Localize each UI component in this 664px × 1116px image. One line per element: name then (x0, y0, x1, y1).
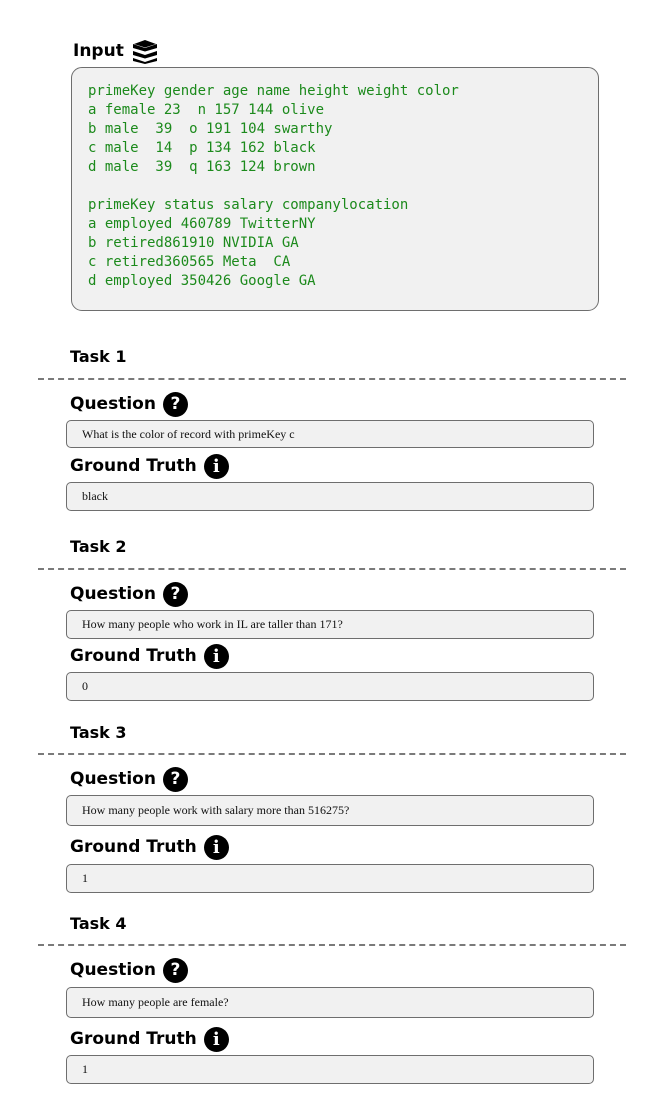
ground-truth-field: black (66, 482, 594, 511)
question-label-row (70, 391, 188, 417)
ground-truth-label: Ground Truth (70, 646, 197, 666)
info-icon: i (204, 1027, 229, 1052)
question-field: How many people are female? (66, 987, 594, 1018)
question-mark-icon: ? (163, 392, 188, 417)
question-label: Question (70, 769, 156, 789)
ground-truth-label-row (70, 834, 229, 860)
ground-truth-field: 1 (66, 864, 594, 893)
input-line: a employed 460789 TwitterNY (88, 216, 316, 232)
question-mark-icon: ? (163, 767, 188, 792)
ground-truth-label: Ground Truth (70, 456, 197, 476)
question-field: How many people who work in IL are taller than 171? (66, 610, 594, 639)
question-field: How many people work with salary more than 516275? (66, 795, 594, 826)
question-mark-icon: ? (163, 582, 188, 607)
input-line: b retired861910 NVIDIA GA (88, 235, 299, 251)
info-icon: i (204, 454, 229, 479)
input-line: primeKey status salary companylocation (88, 197, 409, 213)
input-line: c retired360565 Meta CA (88, 254, 291, 270)
ground-truth-field: 0 (66, 672, 594, 701)
task-title: Task 1 (70, 347, 127, 366)
question-field: What is the color of record with primeKey c (66, 420, 594, 448)
ground-truth-label-row (70, 643, 229, 669)
input-line: c male 14 p 134 162 black (88, 140, 316, 156)
info-icon: i (204, 835, 229, 860)
question-label: Question (70, 960, 156, 980)
question-mark-icon: ? (163, 958, 188, 983)
input-data-box (71, 67, 599, 311)
input-line: b male 39 o 191 104 swarthy (88, 121, 333, 137)
input-title: Input (73, 41, 124, 61)
ground-truth-label: Ground Truth (70, 837, 197, 857)
info-icon: i (204, 644, 229, 669)
input-line: d male 39 q 163 124 brown (88, 159, 316, 175)
ground-truth-label: Ground Truth (70, 1029, 197, 1049)
task-divider (38, 753, 626, 755)
question-label: Question (70, 584, 156, 604)
task-title: Task 4 (70, 914, 127, 933)
ground-truth-label-row (70, 453, 229, 479)
question-label-row (70, 766, 188, 792)
input-line: primeKey gender age name height weight color (88, 83, 459, 99)
input-line: d employed 350426 Google GA (88, 273, 316, 289)
books-icon (130, 38, 160, 64)
task-divider (38, 944, 626, 946)
question-label: Question (70, 394, 156, 414)
question-label-row (70, 957, 188, 983)
input-heading (73, 38, 160, 64)
input-line: a female 23 n 157 144 olive (88, 102, 325, 118)
ground-truth-field: 1 (66, 1055, 594, 1084)
input-blank-line (88, 177, 598, 196)
ground-truth-label-row (70, 1026, 229, 1052)
question-label-row (70, 581, 188, 607)
task-divider (38, 568, 626, 570)
task-title: Task 3 (70, 723, 127, 742)
task-title: Task 2 (70, 537, 127, 556)
task-divider (38, 378, 626, 380)
